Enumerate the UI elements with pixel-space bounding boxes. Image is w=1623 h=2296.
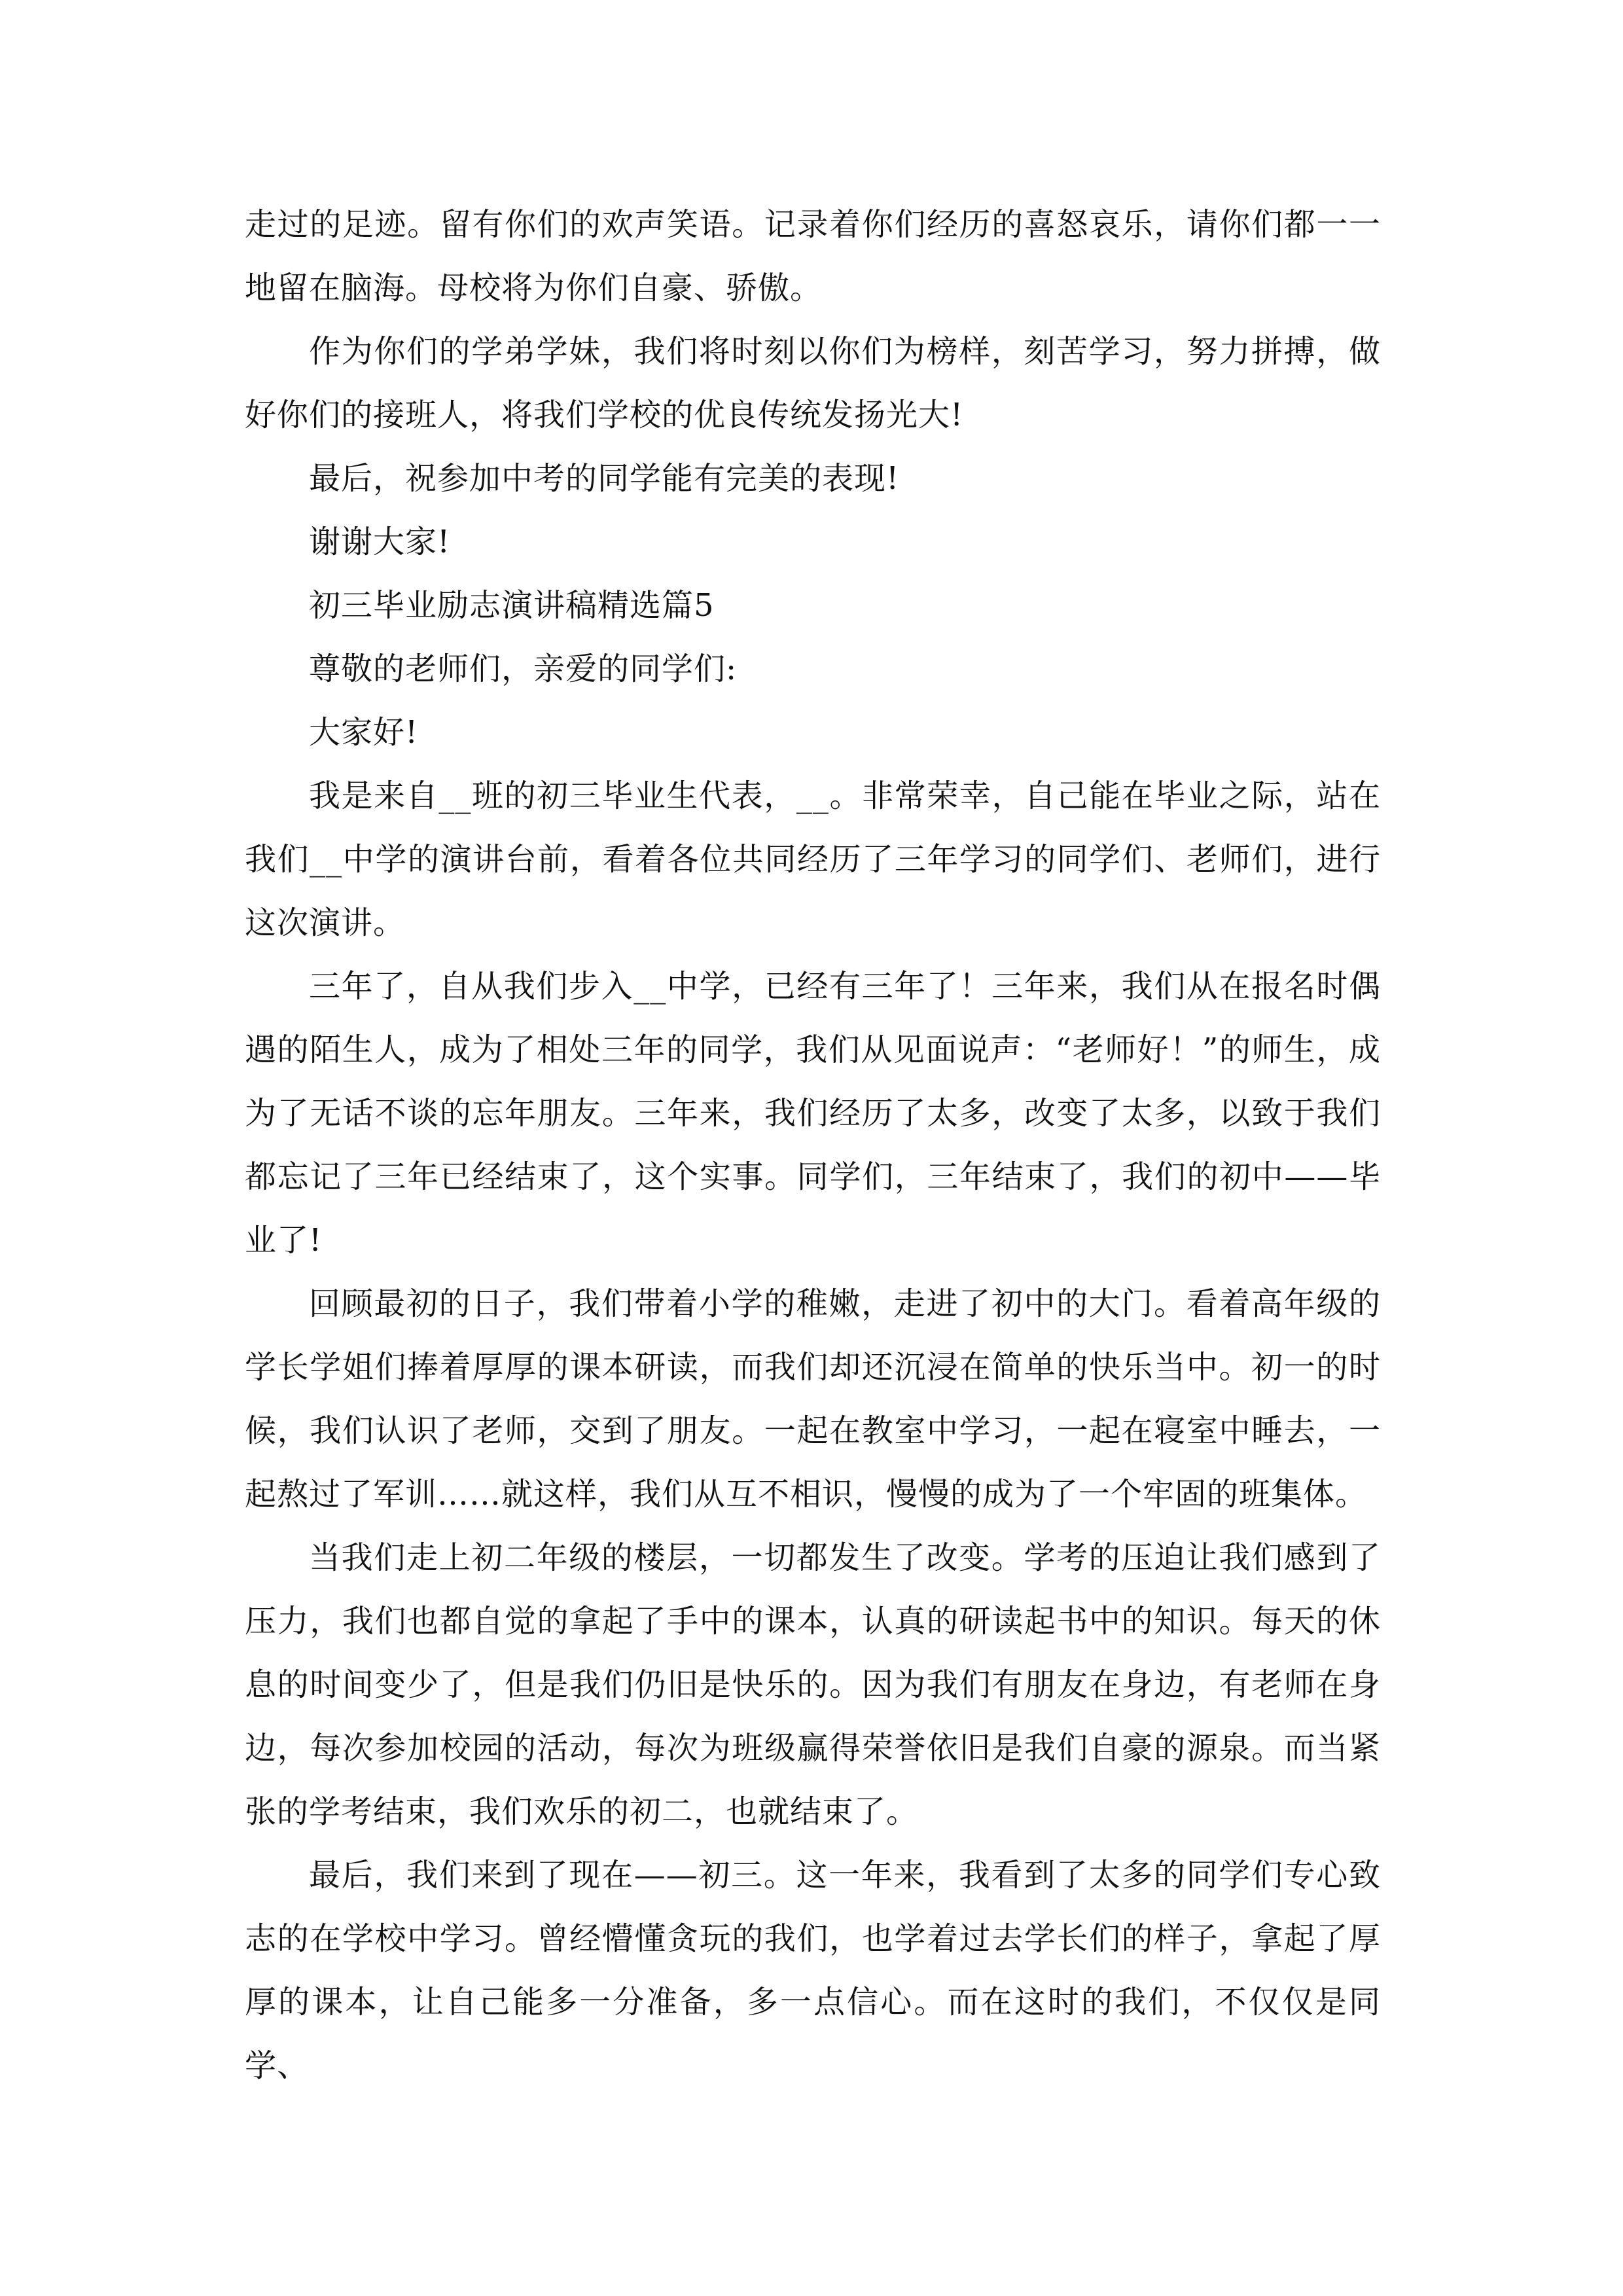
- section-title: 初三毕业励志演讲稿精选篇5: [309, 587, 715, 624]
- paragraph-2: 作为你们的学弟学妹，我们将时刻以你们为榜样，刻苦学习，努力拼搏，做好你们的接班人，将我们学校的优良传统发扬光大!: [245, 333, 1381, 433]
- document-body: [245, 193, 1381, 2098]
- paragraph-12: 最后，我们来到了现在——初三。这一年来，我看到了太多的同学们专心致志的在学校中学习。曾经懵懂贪玩的我们，也学着过去学长们的样子，拿起了厚厚的课本，让自己能多一分准备，多一点信心。而在这时的我们，不仅仅是同学、: [245, 1857, 1381, 2084]
- paragraph-4: 谢谢大家!: [309, 524, 451, 560]
- paragraph-11: 当我们走上初二年级的楼层，一切都发生了改变。学考的压迫让我们感到了压力，我们也都自觉的拿起了手中的课本，认真的研读起书中的知识。每天的休息的时间变少了，但是我们仍旧是快乐的。因为我们有朋友在身边，有老师在身边，每次参加校园的活动，每次为班级赢得荣誉依旧是我们自豪的源泉。而当紧张的学考结束，我们欢乐的初二，也就结束了。: [245, 1539, 1381, 1830]
- paragraph-3: 最后，祝参加中考的同学能有完美的表现!: [309, 460, 900, 497]
- paragraph-1: 走过的足迹。留有你们的欢声笑语。记录着你们经历的喜怒哀乐，请你们都一一地留在脑海。母校将为你们自豪、骄傲。: [245, 206, 1381, 306]
- paragraph-10: 回顾最初的日子，我们带着小学的稚嫩，走进了初中的大门。看着高年级的学长学姐们捧着厚厚的课本研读，而我们却还沉浸在简单的快乐当中。初一的时候，我们认识了老师，交到了朋友。一起在教室中学习，一起在寝室中睡去，一起熬过了军训……就这样，我们从互不相识，慢慢的成为了一个牢固的班集体。: [245, 1285, 1381, 1513]
- paragraph-9: 三年了，自从我们步入__中学，已经有三年了！三年来，我们从在报名时偶遇的陌生人，成为了相处三年的同学，我们从见面说声：“老师好！”的师生，成为了无话不谈的忘年朋友。三年来，我们经历了太多，改变了太多，以致于我们都忘记了三年已经结束了，这个实事。同学们，三年结束了，我们的初中——毕业了!: [245, 968, 1381, 1259]
- paragraph-8: 我是来自__班的初三毕业生代表，__。非常荣幸，自己能在毕业之际，站在我们__中学的演讲台前，看着各位共同经历了三年学习的同学们、老师们，进行这次演讲。: [245, 778, 1381, 941]
- greeting: 大家好!: [309, 714, 419, 751]
- salutation: 尊敬的老师们，亲爱的同学们:: [309, 651, 738, 687]
